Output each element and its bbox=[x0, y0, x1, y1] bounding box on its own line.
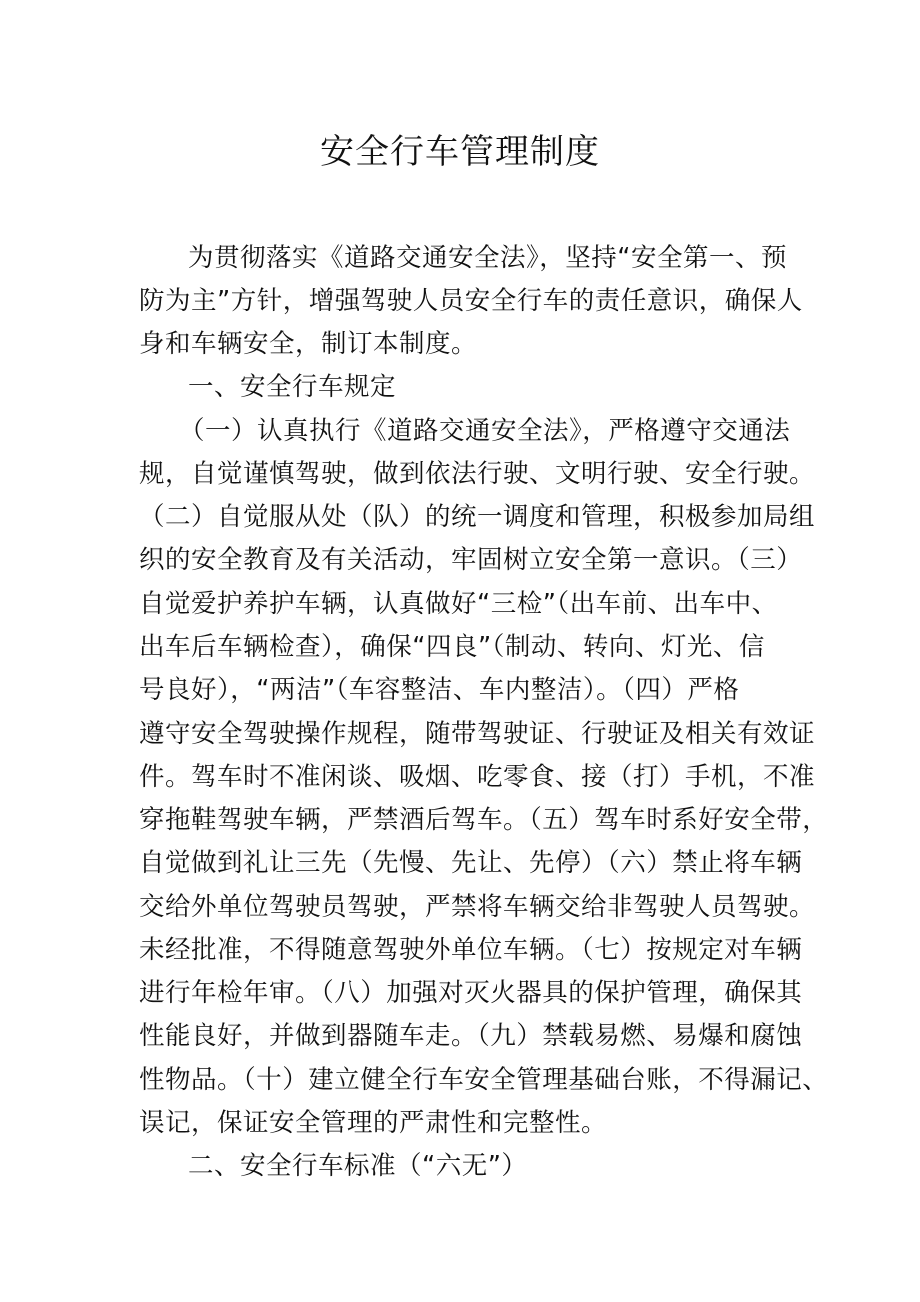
paragraph-line: 未经批准，不得随意驾驶外单位车辆。（七）按规定对车辆 bbox=[139, 935, 803, 965]
paragraph-line: 规，自觉谨慎驾驶，做到依法行驶、文明行驶、安全行驶。 bbox=[139, 459, 816, 489]
paragraph-line: 自觉做到礼让三先（先慢、先让、先停）（六）禁止将车辆 bbox=[139, 848, 803, 878]
paragraph-line: 身和车辆安全，制订本制度。 bbox=[139, 329, 478, 359]
paragraph-line: 自觉爱护养护车辆，认真做好“三检”（出车前、出车中、 bbox=[139, 589, 778, 619]
paragraph-line: 交给外单位驾驶员驾驶，严禁将车辆交给非驾驶人员驾驶。 bbox=[139, 892, 816, 922]
paragraph-line: 出车后车辆检查），确保“四良”（制动、转向、灯光、信 bbox=[139, 632, 765, 662]
paragraph-line: 性物品。（十）建立健全行车安全管理基础台账，不得漏记、 bbox=[139, 1065, 829, 1095]
paragraph-line: 进行年检年审。（八）加强对灭火器具的保护管理，确保其 bbox=[139, 978, 803, 1008]
paragraph-line: 号良好），“两洁”（车容整洁、车内整洁）。（四）严格 bbox=[139, 675, 740, 705]
paragraph-line: 遵守安全驾驶操作规程，随带驾驶证、行驶证及相关有效证 bbox=[139, 719, 816, 749]
paragraph-line: 织的安全教育及有关活动，牢固树立安全第一意识。（三） bbox=[139, 545, 803, 575]
document-title: 安全行车管理制度 bbox=[320, 132, 600, 172]
section-heading: 二、安全行车标准（“六无”） bbox=[188, 1151, 528, 1181]
paragraph-line: 穿拖鞋驾驶车辆，严禁酒后驾车。（五）驾车时系好安全带， bbox=[139, 805, 829, 835]
paragraph-line: 件。驾车时不准闲谈、吸烟、吃零食、接（打）手机，不准 bbox=[139, 762, 816, 792]
paragraph-line: 防为主”方针，增强驾驶人员安全行车的责任意识，确保人 bbox=[139, 286, 803, 316]
paragraph-line: （一）认真执行《道路交通安全法》，严格遵守交通法 bbox=[179, 416, 791, 446]
paragraph-line: 性能良好，并做到器随车走。（九）禁载易燃、易爆和腐蚀 bbox=[139, 1021, 803, 1051]
section-heading: 一、安全行车规定 bbox=[188, 372, 397, 402]
paragraph-line: （二）自觉服从处（队）的统一调度和管理，积极参加局组 bbox=[139, 502, 816, 532]
paragraph-line: 误记，保证安全管理的严肃性和完整性。 bbox=[139, 1108, 608, 1138]
paragraph-line: 为贯彻落实《道路交通安全法》，坚持“安全第一、预 bbox=[188, 243, 787, 273]
